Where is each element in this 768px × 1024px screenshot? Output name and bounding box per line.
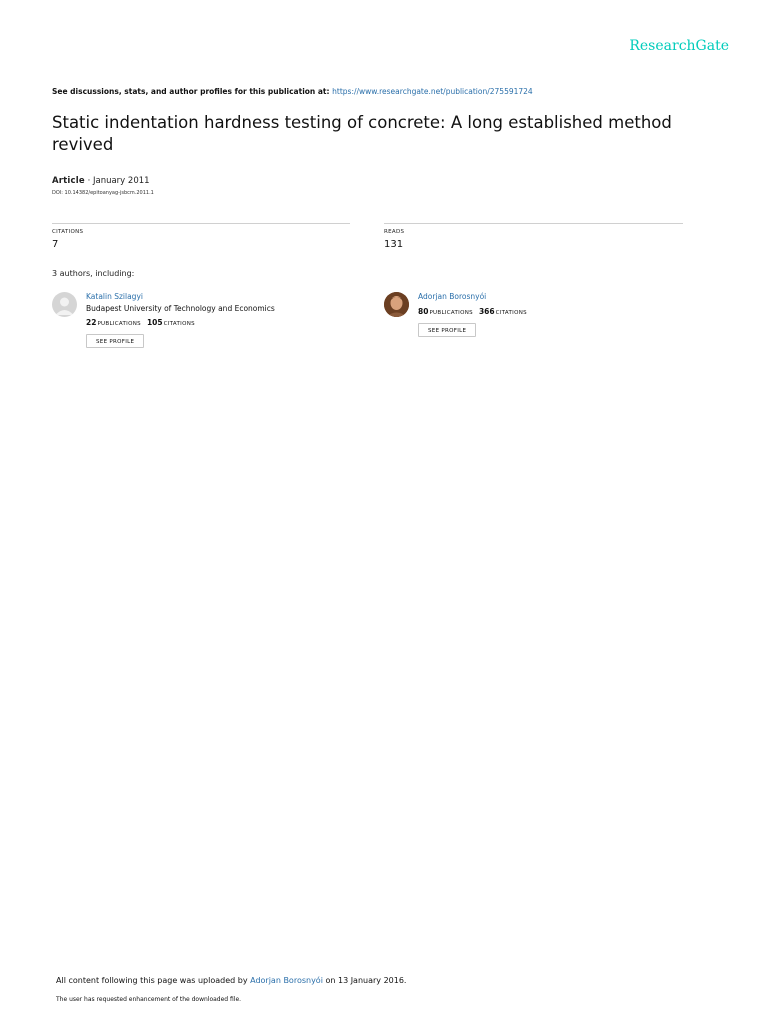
author-name[interactable]: Adorjan Borosnyói (418, 292, 487, 301)
author-citations-label: CITATIONS (163, 321, 195, 327)
publication-date: · January 2011 (84, 176, 150, 186)
publication-title: Static indentation hardness testing of concrete: A long established method revived (52, 113, 672, 154)
discussion-text: See discussions, stats, and author profiles for this publication at: (52, 87, 333, 96)
author-publications-count: 22 (86, 318, 97, 327)
author-card (52, 292, 352, 352)
author-citations-label: CITATIONS (495, 310, 527, 316)
author-photo-icon (384, 292, 409, 317)
author-publications-count: 80 (418, 307, 429, 316)
see-profile-button[interactable]: SEE PROFILE (86, 334, 144, 348)
uploader-link[interactable]: Adorjan Borosnyói (250, 976, 323, 985)
upload-notice (56, 976, 406, 985)
author-stats (86, 318, 201, 327)
user-placeholder-icon (52, 292, 77, 317)
citations-count: 7 (52, 239, 59, 250)
author-stats (418, 307, 533, 316)
author-citations-count: 105 (146, 318, 163, 327)
author-institution: Budapest University of Technology and Economics (86, 304, 275, 313)
avatar[interactable] (52, 292, 77, 317)
researchgate-logo[interactable]: ResearchGate (629, 38, 729, 54)
discussion-line (52, 87, 533, 96)
publication-link[interactable]: https://www.researchgate.net/publication/275591724 (332, 87, 533, 96)
reads-divider (384, 223, 683, 224)
reads-count: 131 (384, 239, 404, 250)
author-publications-label: PUBLICATIONS (429, 310, 473, 316)
author-citations-count: 366 (478, 307, 495, 316)
citations-label: CITATIONS (52, 229, 84, 235)
publication-meta (52, 176, 150, 186)
enhancement-note: The user has requested enhancement of the downloaded file. (56, 996, 242, 1003)
avatar[interactable] (384, 292, 409, 317)
citations-divider (52, 223, 350, 224)
publication-doi: DOI: 10.14382/epitoanyag-jsbcm.2011.1 (52, 190, 154, 196)
publication-type: Article (52, 176, 85, 186)
author-card (384, 292, 684, 342)
upload-prefix: All content following this page was uploaded by (56, 976, 251, 985)
authors-heading: 3 authors, including: (52, 269, 135, 278)
reads-label: READS (384, 229, 405, 235)
upload-suffix: on 13 January 2016. (322, 976, 407, 985)
see-profile-button[interactable]: SEE PROFILE (418, 323, 476, 337)
author-name[interactable]: Katalin Szilagyi (86, 292, 143, 301)
author-publications-label: PUBLICATIONS (97, 321, 141, 327)
